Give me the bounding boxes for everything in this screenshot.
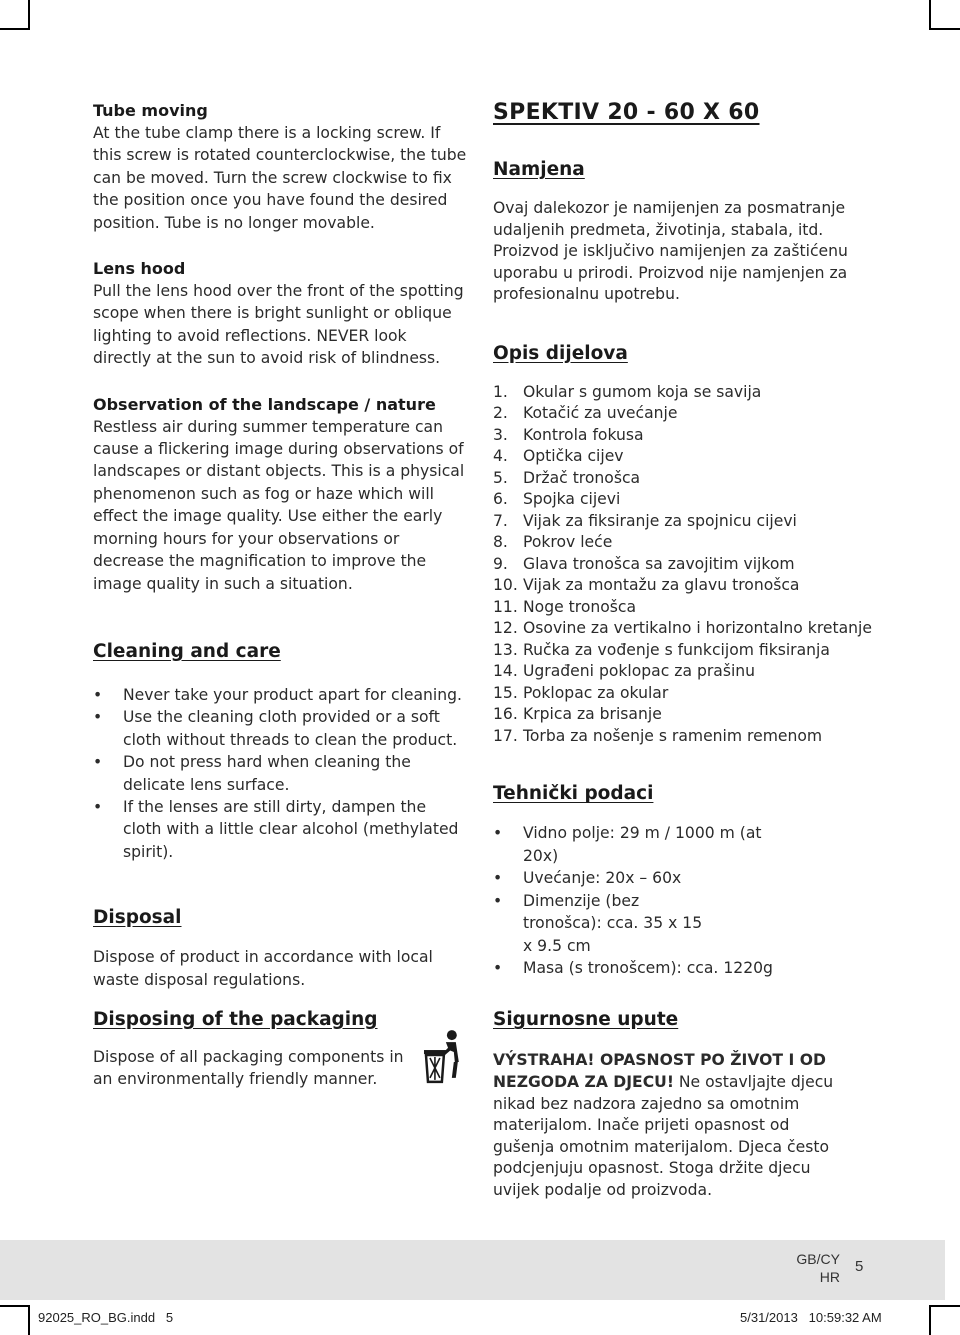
crop-mark-top-left [28, 0, 30, 28]
observation-heading: Observation of the landscape / nature [93, 394, 436, 414]
packaging-section [93, 1009, 468, 1091]
cleaning-list [93, 684, 468, 863]
disposal-heading: Disposal [93, 907, 182, 929]
list-item: 6. Spojka cijevi [493, 490, 621, 509]
slug-datetime: 5/31/2013 10:59:32 AM [740, 1310, 882, 1325]
list-item: • If the lenses are still dirty, dampen the cloth with a little clear alcohol (methylated spirit). [93, 796, 468, 863]
cleaning-heading: Cleaning and care [93, 640, 281, 662]
safety-body: Ne ostavljajte djecu nikad bez nadzora zajedno sa omotnim materijalom. Inače prijeti opasnost od gušenja omotnim materijalom. Djeca često podcjenjuju opasnost. Stoga držite djecu uvijek podalje od proizvoda. [493, 1072, 834, 1199]
crop-mark-bottom-left-v [28, 1305, 30, 1335]
cleaning-section [93, 641, 468, 863]
list-item: • Use the cleaning cloth provided or a soft cloth without threads to clean the product. [93, 706, 468, 751]
list-item: 3. Kontrola fokusa [493, 425, 644, 444]
list-item: 12. Osovine za vertikalno i horizontalno kretanje [493, 619, 872, 638]
packaging-heading: Disposing of the packaging [93, 1008, 378, 1030]
list-item: 17. Torba za nošenje s ramenim remenom [493, 726, 823, 745]
page-title: SPEKTIV 20 - 60 X 60 [493, 100, 760, 125]
list-item: • Masa (s tronošcem): cca. 1220g [493, 957, 793, 979]
list-item: 15. Poklopac za okular [493, 683, 669, 702]
sigurnosne-section [493, 1009, 873, 1201]
list-item: • Dimenzije (bez tronošca): cca. 35 x 15 x 9.5 cm [493, 890, 713, 957]
lens-hood-section [93, 258, 468, 370]
observation-section [93, 394, 468, 595]
crop-mark-bottom-right [929, 1305, 960, 1307]
right-column [493, 100, 873, 1201]
crop-mark-top-right-h [929, 28, 960, 30]
list-item: 2. Kotačić za uvećanje [493, 404, 678, 423]
trash-bin-person-icon [422, 1028, 468, 1086]
tehnicki-heading: Tehnički podaci [493, 783, 654, 805]
tehnicki-section [493, 783, 873, 979]
list-item: 5. Držač tronošca [493, 468, 641, 487]
list-item: 8. Pokrov leće [493, 533, 613, 552]
list-item: • Never take your product apart for cleaning. [93, 684, 468, 706]
crop-mark-bottom-left [0, 1305, 30, 1307]
safety-text [493, 1050, 843, 1201]
list-item: 7. Vijak za fiksiranje za spojnicu cijevi [493, 511, 797, 530]
packaging-text: Dispose of all packaging components in an environmentally friendly manner. [93, 1047, 404, 1089]
slug-filename: 92025_RO_BG.indd 5 [38, 1310, 174, 1325]
list-item: 10. Vijak za montažu za glavu tronošca [493, 576, 800, 595]
footer-lang-line2: HR [819, 1269, 840, 1285]
crop-mark-top-left-h [0, 28, 30, 30]
list-item: 4. Optička cijev [493, 447, 624, 466]
tube-moving-text: At the tube clamp there is a locking screw. If this screw is rotated counterclockwise, the tube can be moved. Turn the screw clockwise to fix the position once you have found the desired position. Tube is no longer movable. [93, 124, 467, 232]
list-item: 16. Krpica za brisanje [493, 705, 662, 724]
namjena-section [493, 159, 873, 306]
list-item: 13. Ručka za vođenje s funkcijom fiksiranja [493, 640, 830, 659]
footer-lang-line1: GB/CY [796, 1251, 840, 1267]
disposal-section [93, 907, 468, 991]
crop-mark-bottom-right-v [929, 1305, 931, 1335]
tube-moving-section [93, 100, 468, 234]
observation-text: Restless air during summer temperature can cause a flickering image during observations of landscapes or distant objects. This is a physical phenomenon such as fog or haze which will effect the image quality. Use either the early morning hours for your observations or decrease the magnification to improve the image quality in such a situation. [93, 417, 465, 593]
list-item: • Vidno polje: 29 m / 1000 m (at 20x) [493, 822, 793, 867]
safety-warning: VÝSTRAHA! OPASNOST PO ŽIVOT I OD NEZGODA ZA DJECU! [493, 1051, 826, 1091]
list-item: 1. Okular s gumom koja se savija [493, 382, 762, 401]
crop-mark-top-right [929, 0, 931, 28]
opis-heading: Opis dijelova [493, 342, 628, 364]
disposal-text: Dispose of product in accordance with local waste disposal regulations. [93, 948, 433, 989]
list-item: • Uvećanje: 20x – 60x [493, 867, 793, 889]
left-column [93, 100, 468, 1091]
list-item: • Do not press hard when cleaning the delicate lens surface. [93, 751, 468, 796]
tech-specs-list [493, 822, 793, 979]
namjena-text: Ovaj dalekozor je namijenjen za posmatranje udaljenih predmeta, životinja, stabala, itd. Proizvod je isključivo namijenjen za zaštićenu uporabu u prirodi. Proizvod nije namjenjen za profesionalnu upotrebu. [493, 199, 848, 304]
sigurnosne-heading: Sigurnosne upute [493, 1009, 679, 1031]
parts-list [493, 382, 873, 748]
list-item: 14. Ugrađeni poklopac za prašinu [493, 662, 756, 681]
opis-section [493, 343, 873, 748]
lens-hood-text: Pull the lens hood over the front of the spotting scope when there is bright sunlight or oblique lighting to avoid reflections. NEVER look directly at the sun to avoid risk of blindness. [93, 282, 464, 368]
tube-moving-heading: Tube moving [93, 101, 208, 120]
footer-language-codes [790, 1250, 840, 1286]
page-number: 5 [855, 1258, 864, 1275]
lens-hood-heading: Lens hood [93, 259, 186, 279]
list-item: 9. Glava tronošca sa zavojitim vijkom [493, 554, 795, 573]
namjena-heading: Namjena [493, 159, 585, 180]
list-item: 11. Noge tronošca [493, 597, 637, 616]
